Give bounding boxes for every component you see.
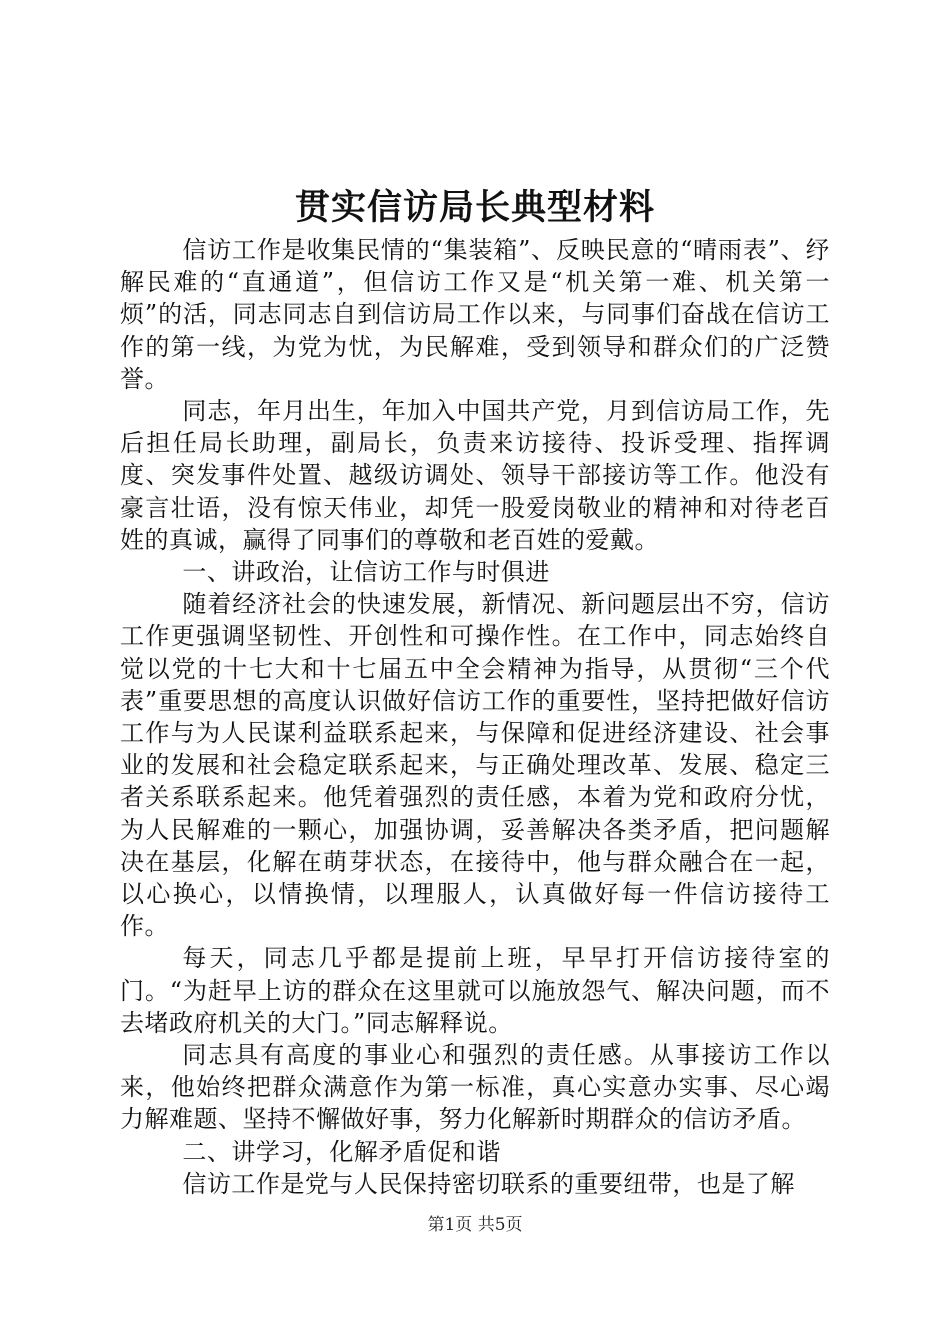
paragraph-profile: 同志，年月出生，年加入中国共产党，月到信访局工作，先后担任局长助理，副局长，负责来访接待、投诉受理、指挥调度、突发事件处置、越级访调处、领导干部接访等工作。他没有豪言壮语，没有惊天伟业，却凭一股爱岗敬业的精神和对待老百姓的真诚，赢得了同事们的尊敬和老百姓的爱戴。 <box>120 397 830 554</box>
paragraph-politics: 随着经济社会的快速发展，新情况、新问题层出不穷，信访工作更强调坚韧性、开创性和可操作性。在工作中，同志始终自觉以党的十七大和十七届五中全会精神为指导，从贯彻“三个代表”重要思想的高度认识做好信访工作的重要性，坚持把做好信访工作与为人民谋利益联系起来，与保障和促进经济建设、社会事业的发展和社会稳定联系起来，与正确处理改革、发展、稳定三者关系联系起来。他凭着强烈的责任感，本着为党和政府分忧，为人民解难的一颗心，加强协调，妥善解决各类矛盾，把问题解决在基层，化解在萌芽状态，在接待中，他与群众融合在一起，以心换心，以情换情，以理服人，认真做好每一件信访接待工作。 <box>120 590 830 941</box>
section-heading-study: 二、讲学习，化解矛盾促和谐 <box>182 1137 501 1166</box>
paragraph-daily: 每天，同志几乎都是提前上班，早早打开信访接待室的门。“为赶早上访的群众在这里就可以施放怨气、解决问题，而不去堵政府机关的大门。”同志解释说。 <box>120 944 830 1037</box>
paragraph-study: 信访工作是党与人民保持密切联系的重要纽带，也是了解 <box>182 1169 795 1198</box>
document-title: 贯实信访局长典型材料 <box>294 187 655 228</box>
page-number-footer: 第1页 共5页 <box>427 1215 523 1235</box>
paragraph-intro: 信访工作是收集民情的“集装箱”、反映民意的“晴雨表”、纾解民难的“直通道”，但信访工作又是“机关第一难、机关第一烦”的活，同志同志自到信访局工作以来，与同事们奋战在信访工作的第一线，为党为忧，为民解难，受到领导和群众们的广泛赞誉。 <box>120 236 830 393</box>
paragraph-responsibility: 同志具有高度的事业心和强烈的责任感。从事接访工作以来，他始终把群众满意作为第一标准，真心实意办实事、尽心竭力解难题、坚持不懈做好事，努力化解新时期群众的信访矛盾。 <box>120 1041 830 1134</box>
document-body <box>120 234 830 1200</box>
section-heading-politics: 一、讲政治，让信访工作与时俱进 <box>182 558 550 587</box>
